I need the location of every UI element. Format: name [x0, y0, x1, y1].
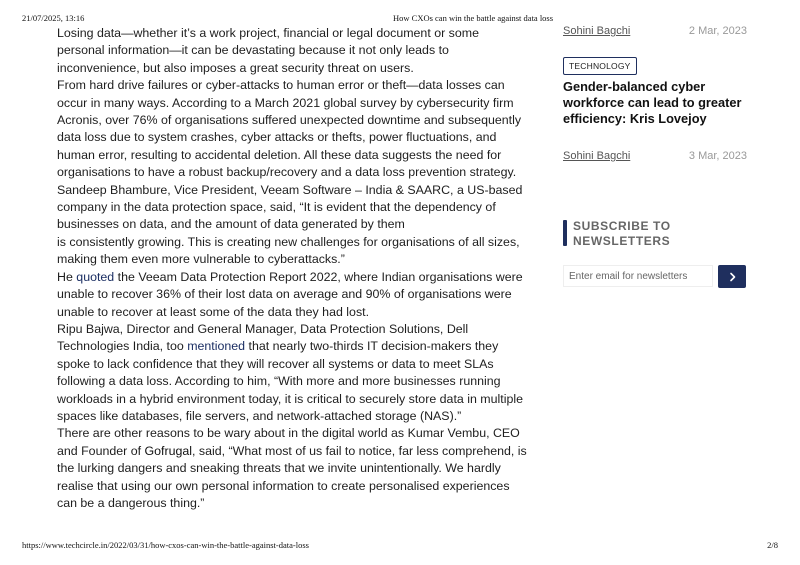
- newsletter-submit-button[interactable]: [718, 265, 746, 288]
- story-meta: [563, 25, 747, 41]
- author-link[interactable]: Sohini Bagchi: [563, 150, 631, 162]
- article-paragraph: Sandeep Bhambure, Vice President, Veeam Software – India & SAARC, a US-based company in the data protection space, said, “It is evident that the dependency of businesses on data, and the amount of data generated by them: [57, 182, 523, 232]
- print-footer: [22, 540, 778, 552]
- paragraph-text: There are other reasons to be wary about in the digital world as Kumar Vembu, CEO and Founder of: [57, 426, 520, 458]
- article-paragraph: [57, 425, 527, 512]
- category-tag[interactable]: TECHNOLOGY: [563, 57, 637, 75]
- story-meta: [563, 150, 747, 166]
- sidebar-story-meta: [563, 25, 747, 41]
- print-url: https://www.techcircle.in/2022/03/31/how-cxos-can-win-the-battle-against-data-loss: [22, 540, 309, 550]
- paragraph-text: that nearly two-thirds IT decision-makers they spoke to lack confidence that they will recover all systems or data to meet SLAs following a data loss. According to him, “With more and more businesses running workloads in a hybrid environment today, it is critical to securely store data in multiple spaces like databases, file servers, and network-attached storage (NAS).”: [57, 339, 524, 423]
- gofrugal-link[interactable]: Gofrugal: [144, 443, 193, 458]
- sidebar-story-meta: [563, 150, 747, 166]
- related-story-title[interactable]: Gender-balanced cyber workforce can lead to greater efficiency: Kris Lovejoy: [563, 79, 742, 126]
- author-link[interactable]: Sohini Bagchi: [563, 25, 631, 37]
- article-paragraph: is consistently growing. This is creating new challenges for organisations of all sizes, making them even more vulnerable to cyberattacks.”: [57, 234, 520, 267]
- quoted-link[interactable]: quoted: [76, 269, 115, 284]
- mentioned-link[interactable]: mentioned: [187, 339, 246, 354]
- article-paragraph: Losing data—whether it’s a work project, financial or legal document or some personal information—it can be devastating because it not only leads to inconvenience, but also imposes a great security threat on users.: [57, 26, 479, 75]
- chevron-right-icon: [728, 272, 737, 282]
- paragraph-text: the Veeam Data Protection Report 2022, where Indian organisations were unable to recover 36% of their lost data on average and 90% of organisations were unable to recover at least some of the data they had lost.: [57, 269, 523, 319]
- paragraph-text: Ripu Bajwa, Director and General Manager, Data Protection Solutions, Dell Technologies India, too: [57, 321, 469, 354]
- heading-accent-bar: [563, 220, 567, 246]
- print-page-title: How CXOs can win the battle against data loss: [393, 13, 554, 23]
- article-paragraph: From hard drive failures or cyber-attacks to human error or theft—data losses can occur in many ways. According to a March 2021 global survey by cybersecurity firm Acronis, over 76% of organisations suffered unexpected downtime and subsequently data loss due to system crashes, cyber attacks or thefts, power fluctuations, and human error, resulting to accidental deletion. All these data suggests the need for organisations to have a robust backup/recovery and a data loss prevention strategy.: [57, 78, 522, 180]
- print-header: [22, 13, 778, 25]
- story-date: 2 Mar, 2023: [688, 25, 747, 37]
- paragraph-text: , said, “What most of us fail to notice, far less comprehend, is the lurking dangers and sneaking threats that we invite unintentionally. We hardly realise that using our own personal information to create personalised experiences can be a dangerous thing.”: [57, 443, 527, 510]
- subscribe-heading: SUBSCRIBE TO NEWSLETTERS: [573, 219, 671, 248]
- print-timestamp: 21/07/2025, 13:16: [22, 13, 85, 23]
- page-number: 2/8: [767, 540, 778, 550]
- article-paragraph: [57, 269, 527, 321]
- newsletter-form: [563, 265, 747, 289]
- paragraph-text: He: [57, 269, 77, 284]
- newsletter-email-input[interactable]: [563, 265, 713, 287]
- story-date: 3 Mar, 2023: [688, 150, 747, 162]
- article-paragraph: [57, 321, 527, 425]
- article-body: [57, 25, 527, 512]
- newsletter-heading-block: [563, 219, 747, 247]
